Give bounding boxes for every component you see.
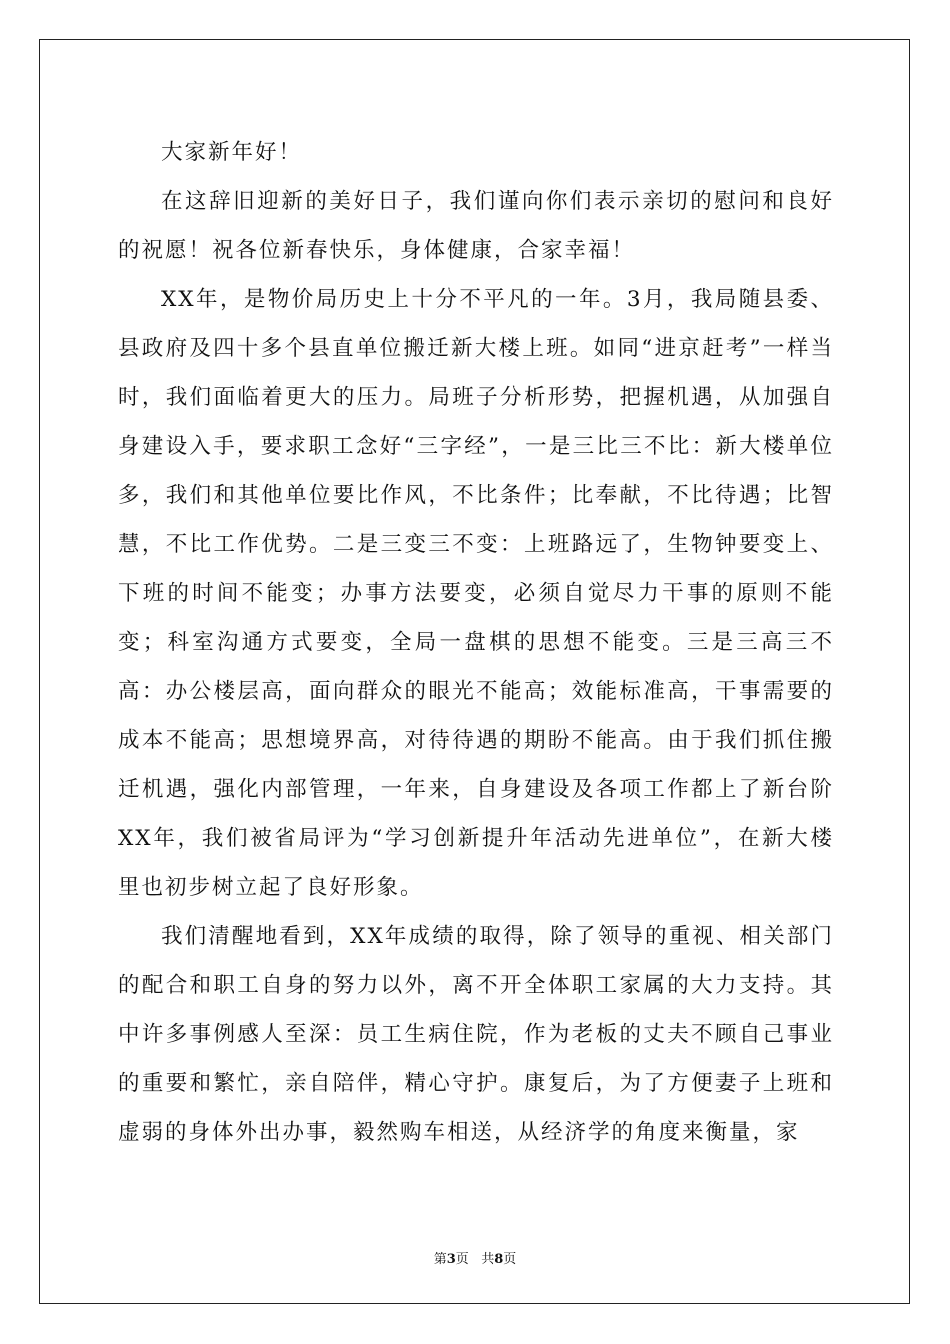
total-suffix: 页 xyxy=(503,1252,517,1267)
paragraph-wishes: 在这辞旧迎新的美好日子，我们谨向你们表示亲切的慰问和良好的祝愿！祝各位新春快乐，身体健康，合家幸福！ xyxy=(118,189,834,263)
page-number: 3 xyxy=(446,1252,456,1267)
paragraph-year-review: XX年，是物价局历史上十分不平凡的一年。3月，我局随县委、县政府及四十多个县直单位搬迁新大楼上班。如同“进京赶考”一样当时，我们面临着更大的压力。局班子分析形势，把握机遇，从加强自身建设入手，要求职工念好“三字经”，一是三比三不比：新大楼单位多，我们和其他单位要比作风，不比条件；比奉献，不比待遇；比智慧，不比工作优势。二是三变三不变：上班路远了，生物钟要变上、下班的时间不能变；办事方法要变，必须自觉尽力干事的原则不能变；科室沟通方式要变，全局一盘棋的思想不能变。三是三高三不高：办公楼层高，面向群众的眼光不能高；效能标准高，干事需要的成本不能高；思想境界高，对待待遇的期盼不能高。由于我们抓住搬迁机遇，强化内部管理，一年来，自身建设及各项工作都上了新台阶XX年，我们被省局评为“学习创新提升年活动先进单位”，在新大楼里也初步树立起了良好形象。 xyxy=(118,287,834,900)
total-prefix: 共 xyxy=(481,1252,495,1267)
page-footer xyxy=(0,1248,950,1267)
total-pages: 8 xyxy=(494,1252,504,1267)
page-suffix: 页 xyxy=(455,1252,469,1267)
paragraph-family-support: 我们清醒地看到，XX年成绩的取得，除了领导的重视、相关部门的配合和职工自身的努力以外，离不开全体职工家属的大力支持。其中许多事例感人至深：员工生病住院，作为老板的丈夫不顾自己事业的重要和繁忙，亲自陪伴，精心守护。康复后，为了方便妻子上班和虚弱的身体外出办事，毅然购车相送，从经济学的角度来衡量，家 xyxy=(118,924,834,1145)
page-prefix: 第 xyxy=(433,1252,447,1267)
paragraph-greeting: 大家新年好！ xyxy=(161,140,303,165)
document-body xyxy=(118,128,834,1157)
